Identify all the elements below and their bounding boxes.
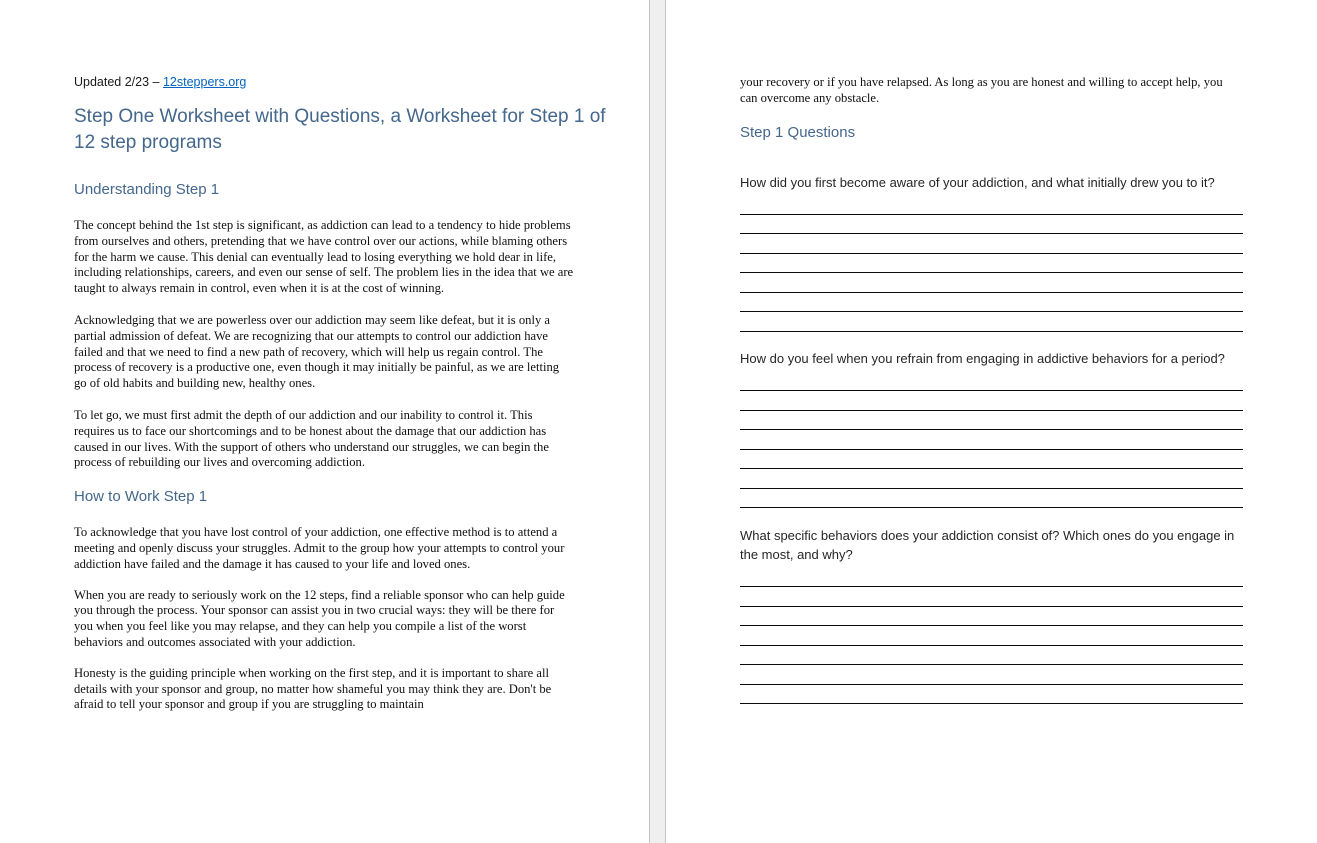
continuation-paragraph: your recovery or if you have relapsed. As long as you are honest and willing to accept help, you can overcome any obstacle.: [740, 75, 1223, 105]
answer-line[interactable]: [740, 234, 1243, 254]
document-title: Step One Worksheet with Questions, a Worksheet for Step 1 of 12 step programs: [74, 106, 606, 153]
paragraph: To acknowledge that you have lost control of your addiction, one effective method is to attend a meeting and openly discuss your struggles. Admit to the group how your attempts to control your addiction have failed and the damage it has caused to your life and loved ones.: [74, 525, 565, 571]
page-1-content: [0, 0, 649, 713]
answer-line[interactable]: [740, 293, 1243, 313]
paragraph: To let go, we must first admit the depth of our addiction and our inability to control it. This requires us to face our shortcomings and to be honest about the damage that our addiction has caused in our lives. With the support of others who understand our struggles, we can begin the process of rebuilding our lives and overcoming addiction.: [74, 407, 549, 470]
answer-line[interactable]: [740, 195, 1243, 215]
question-1-answer-lines: [740, 195, 1243, 332]
answer-line[interactable]: [740, 312, 1243, 332]
answer-line[interactable]: [740, 469, 1243, 489]
answer-line[interactable]: [740, 450, 1243, 470]
section-heading-understanding-step-1: Understanding Step 1: [74, 181, 220, 198]
answer-line[interactable]: [740, 489, 1243, 509]
paragraph: Acknowledging that we are powerless over our addiction may seem like defeat, but it is only a partial admission of defeat. We are recognizing that our attempts to control our addiction have failed and that we need to find a new path of recovery, which will help us regain control. The process of recovery is a productive one, even though it may initially be painful, as we are letting go of old habits and building new, healthy ones.: [74, 312, 560, 391]
answer-line[interactable]: [740, 568, 1243, 588]
answer-line[interactable]: [740, 607, 1243, 627]
page-2[interactable]: [666, 0, 1317, 843]
paragraph: Honesty is the guiding principle when working on the first step, and it is important to share all details with your sponsor and group, no matter how shameful you may think they are. Don't be afraid to tell your sponsor and group if you are struggling to maintain: [74, 665, 552, 712]
answer-line[interactable]: [740, 215, 1243, 235]
updated-line: [74, 74, 649, 90]
paragraph: When you are ready to seriously work on the 12 steps, find a reliable sponsor who can help guide you through the process. Your sponsor can assist you in two crucial ways: they will be there for you when you feel like you may relapse, and they can help you compile a list of the worst behaviors and outcomes associated with your addiction.: [74, 587, 565, 649]
page-1[interactable]: [0, 0, 649, 843]
answer-line[interactable]: [740, 587, 1243, 607]
section-heading-step-1-questions: Step 1 Questions: [740, 123, 856, 141]
paragraph: The concept behind the 1st step is significant, as addiction can lead to a tendency to hide problems from ourselves and others, pretending that we have control over our actions, while blaming others for the harm we cause. This denial can eventually lead to losing everything we hold dear in life, including relationships, careers, and even our sense of self. The problem lies in the idea that we are taught to always remain in control, even when it is at the cost of winning.: [74, 218, 574, 296]
question-3-text: What specific behaviors does your addiction consist of? Which ones do you engage in the most, and why?: [740, 527, 1235, 563]
question-2-text: How do you feel when you refrain from engaging in addictive behaviors for a period?: [740, 351, 1225, 367]
page-gap-divider: [649, 0, 666, 843]
answer-line[interactable]: [740, 254, 1243, 274]
answer-line[interactable]: [740, 391, 1243, 411]
updated-text: Updated 2/23 –: [74, 75, 163, 89]
answer-line[interactable]: [740, 411, 1243, 431]
12steppers-link[interactable]: 12steppers.org: [162, 75, 247, 89]
answer-line[interactable]: [740, 626, 1243, 646]
question-3-answer-lines: [740, 568, 1243, 705]
answer-line[interactable]: [740, 273, 1243, 293]
answer-line[interactable]: [740, 685, 1243, 705]
answer-line[interactable]: [740, 430, 1243, 450]
page-2-content: [666, 0, 1317, 704]
answer-line[interactable]: [740, 372, 1243, 392]
answer-line[interactable]: [740, 665, 1243, 685]
answer-line[interactable]: [740, 646, 1243, 666]
question-2-answer-lines: [740, 372, 1243, 509]
question-1-text: How did you first become aware of your addiction, and what initially drew you to it?: [740, 174, 1215, 190]
section-heading-how-to-work-step-1: How to Work Step 1: [74, 488, 208, 506]
